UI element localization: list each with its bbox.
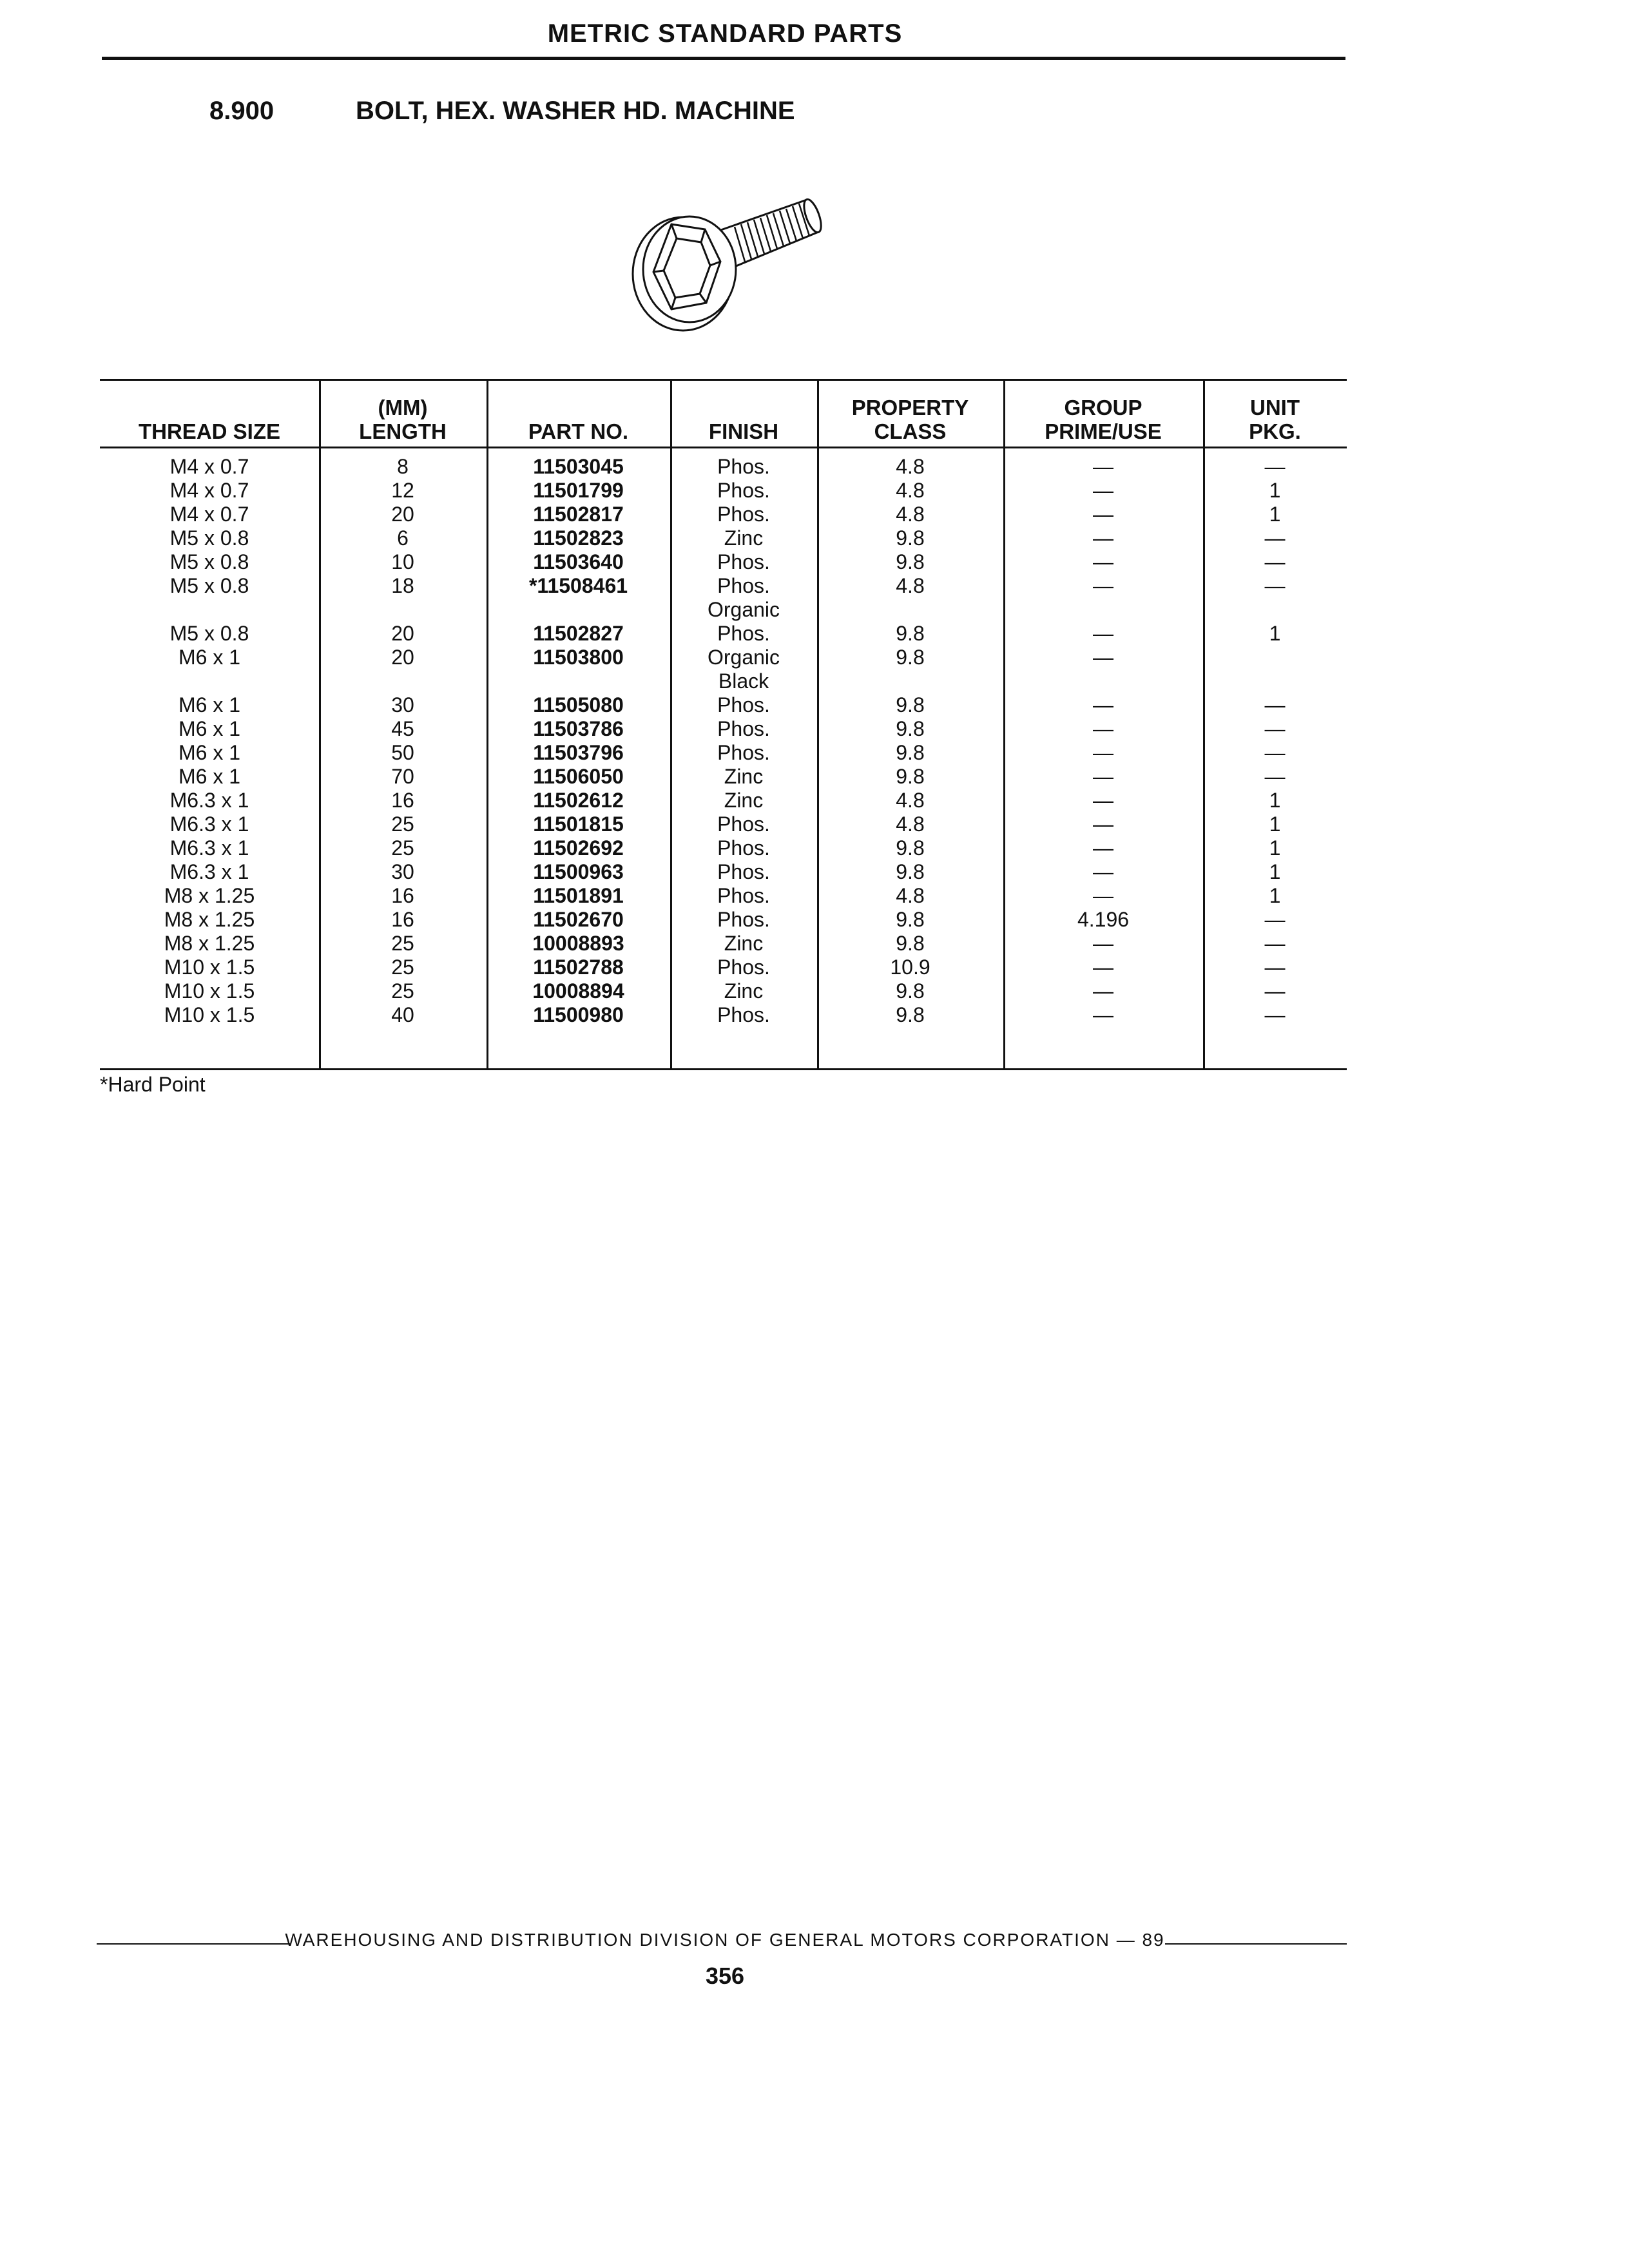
table-row [100, 455, 1347, 479]
cell-thread-size: M5 x 0.8 [169, 550, 249, 573]
cell-part-no: 11501815 [533, 812, 624, 836]
cell-group-prime-use: — [1093, 741, 1113, 764]
table-row [100, 741, 1347, 765]
table-top-rule [100, 379, 1347, 381]
table-row [100, 979, 1347, 1003]
cell-thread-size: M8 x 1.25 [164, 908, 255, 931]
cell-thread-size: M6 x 1 [178, 646, 241, 669]
cell-finish: Zinc [724, 765, 764, 788]
page-header-title: METRIC STANDARD PARTS [547, 19, 903, 48]
cell-length: 45 [391, 717, 414, 740]
cell-thread-size: M6 x 1 [178, 693, 241, 716]
cell-length: 25 [391, 812, 414, 836]
cell-thread-size: M4 x 0.7 [169, 479, 249, 502]
cell-property-class: 4.8 [896, 503, 925, 526]
cell-length: 40 [391, 1003, 414, 1026]
cell-thread-size: M4 x 0.7 [169, 503, 249, 526]
cell-finish: Phos. [717, 908, 770, 931]
cell-unit-pkg: 1 [1269, 812, 1281, 836]
cell-property-class: 4.8 [896, 479, 925, 502]
cell-part-no: 11502817 [533, 503, 624, 526]
cell-part-no: 10008893 [532, 932, 624, 955]
table-body [100, 455, 1347, 1027]
cell-part-no: 10008894 [532, 979, 624, 1003]
cell-group-prime-use: — [1093, 622, 1113, 645]
cell-group-prime-use: — [1093, 646, 1113, 669]
table-row [100, 812, 1347, 836]
hex-washer-head-bolt-icon [625, 187, 838, 335]
cell-thread-size: M6.3 x 1 [169, 812, 249, 836]
cell-unit-pkg: 1 [1269, 622, 1281, 645]
header-part-no: PART NO. [528, 419, 629, 443]
footer-rule-right [1165, 1943, 1347, 1945]
header-rule [102, 57, 1345, 60]
cell-finish: Organic [707, 598, 780, 621]
header-thread-size: THREAD SIZE [138, 419, 280, 443]
cell-finish: Phos. [717, 550, 770, 573]
parts-table [100, 379, 1347, 1072]
cell-finish: Phos. [717, 717, 770, 740]
cell-unit-pkg: — [1264, 908, 1286, 931]
cell-thread-size: M8 x 1.25 [164, 884, 255, 907]
cell-unit-pkg: — [1264, 550, 1286, 573]
cell-part-no: 11502692 [533, 836, 624, 860]
cell-unit-pkg: 1 [1269, 884, 1281, 907]
table-bottom-rule [100, 1068, 1347, 1070]
cell-group-prime-use: — [1093, 503, 1113, 526]
cell-finish: Phos. [717, 956, 770, 979]
cell-unit-pkg: — [1264, 574, 1286, 597]
cell-length: 6 [397, 526, 409, 550]
cell-part-no: 11501891 [533, 884, 624, 907]
cell-finish: Phos. [717, 741, 770, 764]
cell-unit-pkg: 1 [1269, 479, 1281, 502]
cell-unit-pkg: — [1264, 717, 1286, 740]
table-row [100, 884, 1347, 908]
cell-part-no: 11506050 [533, 765, 624, 788]
cell-thread-size: M10 x 1.5 [164, 956, 255, 979]
table-row [100, 574, 1347, 598]
cell-property-class: 4.8 [896, 884, 925, 907]
cell-length: 25 [391, 956, 414, 979]
cell-length: 30 [391, 860, 414, 883]
table-row [100, 646, 1347, 669]
cell-unit-pkg: — [1264, 455, 1286, 478]
cell-part-no: 11502788 [533, 956, 624, 979]
cell-length: 20 [391, 503, 414, 526]
cell-length: 70 [391, 765, 414, 788]
cell-length: 16 [391, 789, 414, 812]
cell-length: 25 [391, 979, 414, 1003]
cell-part-no: 11501799 [533, 479, 624, 502]
header-length: (MM) LENGTH [359, 396, 447, 443]
cell-group-prime-use: 4.196 [1077, 908, 1130, 931]
header-property-class: PROPERTY CLASS [851, 396, 969, 443]
cell-group-prime-use: — [1093, 789, 1113, 812]
cell-group-prime-use: — [1093, 956, 1113, 979]
cell-unit-pkg: — [1264, 741, 1286, 764]
cell-unit-pkg: — [1264, 956, 1286, 979]
cell-length: 30 [391, 693, 414, 716]
header-finish: FINISH [708, 419, 779, 443]
cell-length: 10 [391, 550, 414, 573]
cell-length: 20 [391, 646, 414, 669]
cell-unit-pkg: — [1264, 1003, 1286, 1026]
cell-group-prime-use: — [1093, 932, 1113, 955]
cell-length: 16 [391, 908, 414, 931]
cell-group-prime-use: — [1093, 717, 1113, 740]
cell-group-prime-use: — [1093, 765, 1113, 788]
cell-thread-size: M6 x 1 [178, 717, 241, 740]
cell-property-class: 9.8 [896, 860, 925, 883]
page-number: 356 [705, 1963, 745, 1989]
cell-property-class: 9.8 [896, 550, 925, 573]
cell-property-class: 9.8 [896, 717, 925, 740]
cell-group-prime-use: — [1093, 884, 1113, 907]
table-row [100, 622, 1347, 646]
table-row [100, 669, 1347, 693]
cell-length: 25 [391, 932, 414, 955]
cell-thread-size: M6.3 x 1 [169, 860, 249, 883]
cell-unit-pkg: 1 [1269, 860, 1281, 883]
table-row [100, 860, 1347, 884]
cell-part-no: 11505080 [533, 693, 624, 716]
cell-part-no: 11502612 [533, 789, 624, 812]
table-row [100, 598, 1347, 622]
cell-finish: Phos. [717, 574, 770, 597]
cell-length: 25 [391, 836, 414, 860]
cell-part-no: 11500963 [533, 860, 624, 883]
cell-property-class: 9.8 [896, 908, 925, 931]
cell-thread-size: M5 x 0.8 [169, 622, 249, 645]
header-unit-pkg: UNIT PKG. [1249, 396, 1301, 443]
cell-group-prime-use: — [1093, 979, 1113, 1003]
cell-length: 8 [397, 455, 409, 478]
cell-part-no: *11508461 [528, 574, 628, 597]
cell-length: 50 [391, 741, 414, 764]
cell-thread-size: M10 x 1.5 [164, 1003, 255, 1026]
cell-length: 18 [391, 574, 414, 597]
cell-thread-size: M8 x 1.25 [164, 932, 255, 955]
cell-part-no: 11500980 [533, 1003, 624, 1026]
cell-property-class: 9.8 [896, 526, 925, 550]
cell-finish: Phos. [717, 622, 770, 645]
cell-unit-pkg: 1 [1269, 503, 1281, 526]
cell-property-class: 9.8 [896, 932, 925, 955]
cell-property-class: 10.9 [890, 956, 930, 979]
cell-property-class: 9.8 [896, 979, 925, 1003]
cell-property-class: 9.8 [896, 693, 925, 716]
cell-property-class: 4.8 [896, 789, 925, 812]
table-row [100, 1003, 1347, 1027]
cell-property-class: 9.8 [896, 765, 925, 788]
cell-finish: Zinc [724, 932, 764, 955]
table-row [100, 956, 1347, 979]
table-row [100, 836, 1347, 860]
table-row [100, 693, 1347, 717]
cell-property-class: 9.8 [896, 622, 925, 645]
cell-group-prime-use: — [1093, 526, 1113, 550]
cell-property-class: 9.8 [896, 646, 925, 669]
table-row [100, 789, 1347, 812]
header-group-prime-use: GROUP PRIME/USE [1045, 396, 1162, 443]
cell-property-class: 4.8 [896, 455, 925, 478]
cell-finish: Zinc [724, 526, 764, 550]
cell-group-prime-use: — [1093, 1003, 1113, 1026]
cell-finish: Phos. [717, 503, 770, 526]
cell-finish: Zinc [724, 979, 764, 1003]
cell-unit-pkg: — [1264, 979, 1286, 1003]
cell-finish: Phos. [717, 884, 770, 907]
cell-property-class: 4.8 [896, 812, 925, 836]
table-row [100, 932, 1347, 956]
cell-finish: Phos. [717, 479, 770, 502]
footnote: *Hard Point [100, 1073, 206, 1096]
cell-thread-size: M6.3 x 1 [169, 789, 249, 812]
cell-finish: Organic [707, 646, 780, 669]
cell-part-no: 11503796 [533, 741, 624, 764]
cell-part-no: 11503800 [533, 646, 624, 669]
cell-group-prime-use: — [1093, 574, 1113, 597]
cell-unit-pkg: — [1264, 526, 1286, 550]
cell-group-prime-use: — [1093, 455, 1113, 478]
table-row [100, 550, 1347, 574]
cell-thread-size: M4 x 0.7 [169, 455, 249, 478]
cell-finish: Zinc [724, 789, 764, 812]
cell-unit-pkg: — [1264, 765, 1286, 788]
cell-length: 20 [391, 622, 414, 645]
cell-thread-size: M5 x 0.8 [169, 574, 249, 597]
cell-part-no: 11502823 [533, 526, 624, 550]
cell-group-prime-use: — [1093, 550, 1113, 573]
cell-finish: Phos. [717, 455, 770, 478]
cell-finish: Phos. [717, 812, 770, 836]
cell-unit-pkg: — [1264, 693, 1286, 716]
cell-finish: Black [718, 669, 769, 693]
cell-part-no: 11503786 [533, 717, 624, 740]
cell-property-class: 9.8 [896, 741, 925, 764]
cell-group-prime-use: — [1093, 812, 1113, 836]
cell-finish: Phos. [717, 693, 770, 716]
cell-group-prime-use: — [1093, 860, 1113, 883]
table-row [100, 717, 1347, 741]
cell-group-prime-use: — [1093, 693, 1113, 716]
cell-property-class: 9.8 [896, 836, 925, 860]
cell-length: 12 [391, 479, 414, 502]
table-row [100, 908, 1347, 932]
section-number: 8.900 [209, 97, 275, 125]
cell-unit-pkg: — [1264, 932, 1286, 955]
cell-thread-size: M6.3 x 1 [169, 836, 249, 860]
cell-property-class: 4.8 [896, 574, 925, 597]
cell-finish: Phos. [717, 836, 770, 860]
table-row [100, 765, 1347, 789]
cell-part-no: 11503045 [533, 455, 624, 478]
cell-thread-size: M6 x 1 [178, 765, 241, 788]
section-title: BOLT, HEX. WASHER HD. MACHINE [356, 97, 795, 125]
cell-length: 16 [391, 884, 414, 907]
table-row [100, 526, 1347, 550]
cell-finish: Phos. [717, 1003, 770, 1026]
cell-part-no: 11503640 [533, 550, 624, 573]
cell-thread-size: M5 x 0.8 [169, 526, 249, 550]
cell-part-no: 11502827 [533, 622, 624, 645]
cell-finish: Phos. [717, 860, 770, 883]
cell-group-prime-use: — [1093, 479, 1113, 502]
cell-thread-size: M6 x 1 [178, 741, 241, 764]
cell-property-class: 9.8 [896, 1003, 925, 1026]
cell-part-no: 11502670 [533, 908, 624, 931]
footer-text: WAREHOUSING AND DISTRIBUTION DIVISION OF GENERAL MOTORS CORPORATION — 89 [285, 1930, 1165, 1950]
table-header-rule [100, 447, 1347, 448]
cell-unit-pkg: 1 [1269, 789, 1281, 812]
cell-thread-size: M10 x 1.5 [164, 979, 255, 1003]
cell-group-prime-use: — [1093, 836, 1113, 860]
table-row [100, 479, 1347, 503]
table-row [100, 503, 1347, 526]
cell-unit-pkg: 1 [1269, 836, 1281, 860]
